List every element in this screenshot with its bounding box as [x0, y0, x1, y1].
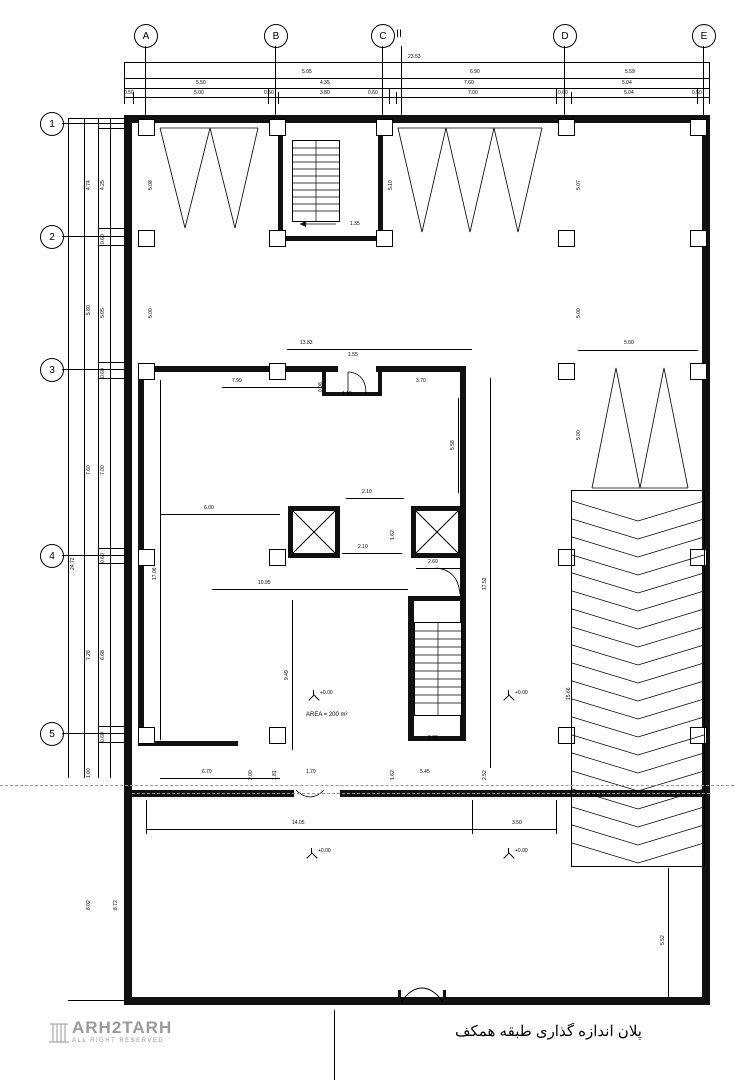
- dim-top4-5: 0.60: [368, 90, 378, 96]
- dim-5-07: 5.07: [576, 180, 582, 190]
- dim-1-81: 1.81: [272, 770, 278, 780]
- dim-6-00: 6.00: [204, 505, 214, 511]
- grid-label: D: [561, 30, 569, 42]
- grid-label: 4: [49, 550, 55, 562]
- dim-13-83: 13.83: [300, 340, 313, 346]
- reference-line-bottom: [132, 793, 710, 794]
- dim-left3-4: 0.60: [100, 368, 106, 378]
- dim-top4-7: 0.60: [558, 90, 568, 96]
- dim-5-52: 5.52: [660, 935, 666, 945]
- dim-top4-9: 0.50: [692, 90, 702, 96]
- dim-15-66: 15.66: [566, 687, 572, 700]
- dim-1-10: 1.10: [342, 391, 352, 397]
- grid-label: B: [272, 30, 280, 42]
- dim-5-58: 5.58: [450, 440, 456, 450]
- grid-label: 3: [49, 364, 55, 376]
- grid-label: C: [379, 30, 387, 42]
- area-label: AREA = 200 m²: [306, 712, 348, 718]
- dim-top3-4: 5.04: [622, 80, 632, 86]
- dim-5-00-right-2: 5.00: [576, 430, 582, 440]
- dim-1-35: 1.35: [350, 221, 360, 227]
- grid-label: 5: [49, 728, 55, 740]
- dim-top3-3: 7.60: [464, 80, 474, 86]
- dim-left3-9: 8.72: [113, 900, 119, 910]
- dim-top4-1: 0.50: [124, 90, 134, 96]
- dim-left3-6: 0.60: [100, 553, 106, 563]
- level-mark-1: [310, 694, 317, 701]
- dim-left2-1: 4.74: [86, 180, 92, 190]
- dim-left3-3: 5.05: [100, 308, 106, 318]
- dim-10-95: 10.95: [258, 580, 271, 586]
- dim-9-49: 9.49: [284, 670, 290, 680]
- dim-top3-2: 4.35: [320, 80, 330, 86]
- dim-5-00-right: 5.00: [576, 308, 582, 318]
- dim-top4-6: 7.00: [468, 90, 478, 96]
- grid-label: A: [142, 30, 150, 42]
- level-label-2: +0.00: [515, 690, 528, 696]
- logo: [50, 1018, 172, 1044]
- dim-0-08: 0.08: [318, 382, 324, 392]
- dim-6-70: 6.70: [202, 769, 212, 775]
- dim-top4-4: 3.80: [320, 90, 330, 96]
- grid-label: 1: [49, 118, 55, 130]
- logo-main: ARH2TARH: [72, 1018, 173, 1037]
- dim-5-00-left: 5.00: [148, 308, 154, 318]
- dim-top4-3: 0.50: [264, 90, 274, 96]
- level-label-1: +0.00: [320, 690, 333, 696]
- grid-bubble-II: II: [396, 28, 403, 40]
- dim-1-62-a: 1.62: [390, 530, 396, 540]
- dim-top2-3: 5.59: [625, 69, 635, 75]
- level-mark-3: [308, 852, 315, 859]
- dim-14-05: 14.05: [292, 820, 305, 826]
- dim-2-60-a: 2.60: [428, 559, 438, 565]
- grid-label: E: [700, 30, 708, 42]
- dim-7-99: 7.99: [232, 378, 242, 384]
- dim-left2-3: 7.60: [86, 465, 92, 475]
- dim-left2-5: 8.02: [86, 900, 92, 910]
- dim-left-1m: 1.00: [86, 768, 92, 778]
- dim-top3-1: 5.50: [196, 80, 206, 86]
- logo-sub: ALL RIGHT RESERVED: [72, 1038, 165, 1044]
- dim-left2-2: 5.80: [86, 305, 92, 315]
- dim-overall-top: 23.53: [408, 54, 421, 60]
- dim-2-60-b: 2.60: [428, 735, 438, 741]
- dim-1-70: 1.70: [306, 769, 316, 775]
- dim-left3-5: 7.00: [100, 465, 106, 475]
- dim-left3-2: 0.60: [100, 234, 106, 244]
- dim-top2-1: 5.05: [302, 69, 312, 75]
- grid-label: 2: [49, 231, 55, 243]
- dim-left-outer: 24.72: [70, 557, 76, 570]
- dim-5-45: 5.45: [420, 769, 430, 775]
- level-mark-2: [505, 694, 512, 701]
- dim-17-52: 17.52: [482, 577, 488, 590]
- reference-line-horizontal: [0, 785, 734, 786]
- dim-left3-8: 0.60: [100, 732, 106, 742]
- dim-left3-1: 4.25: [100, 180, 106, 190]
- dim-top2-2: 6.90: [470, 69, 480, 75]
- dim-1-55: 1.55: [348, 352, 358, 358]
- dim-left2-4: 7.28: [86, 650, 92, 660]
- dim-top4-2: 5.00: [194, 90, 204, 96]
- dim-2-52: 2.52: [482, 770, 488, 780]
- dim-17-06: 17.06: [152, 567, 158, 580]
- dim-5-08: 5.08: [148, 180, 154, 190]
- level-label-4: +0.00: [515, 848, 528, 854]
- dim-3-70: 3.70: [416, 378, 426, 384]
- dim-5-00-top-right: 5.00: [624, 340, 634, 346]
- sheet-title: پلان اندازه گذاری طبقه همکف: [455, 1023, 642, 1040]
- level-label-3: +0.00: [318, 848, 331, 854]
- dim-5-10: 5.10: [388, 180, 394, 190]
- dim-2-10-a: 2.10: [362, 489, 372, 495]
- level-mark-4: [505, 852, 512, 859]
- dim-1-62-b: 1.62: [390, 770, 396, 780]
- dim-left3-7: 6.68: [100, 650, 106, 660]
- dim-3-50: 3.50: [512, 820, 522, 826]
- dim-top4-8: 5.04: [624, 90, 634, 96]
- dim-2-10-b: 2.10: [358, 544, 368, 550]
- dim-2-00: 2.00: [248, 770, 254, 780]
